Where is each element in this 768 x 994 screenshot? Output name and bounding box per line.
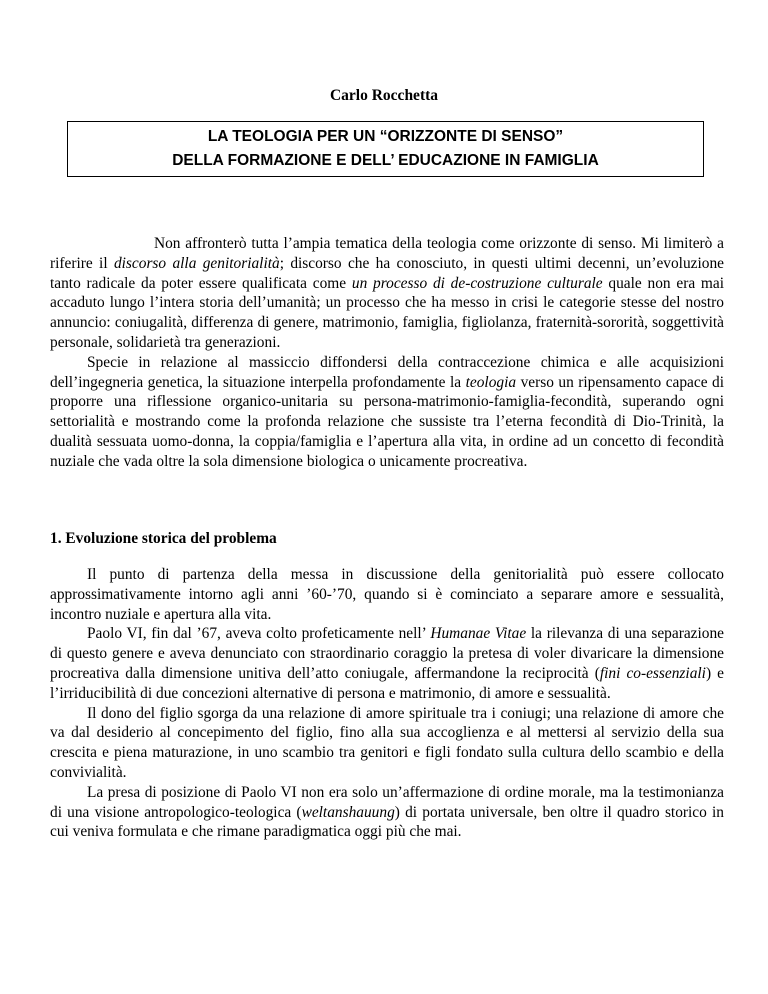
- emphasis: discorso alla genitorialità: [113, 254, 280, 272]
- text-run: Non affronterò tutta l’ampia tematica della teologia come orizzonte di senso. Mi limiterò a riferire il: [50, 235, 724, 272]
- section-paragraph-1: Il punto di partenza della messa in discussione della genitorialità può essere collocato approssimativamente intorno agli anni ’60-’70, quando si è cominciato a separare amore e sessualità, incontro nuziale e apertura alla vita.: [50, 566, 724, 623]
- emphasis: un processo di de-costruzione culturale: [351, 274, 603, 292]
- emphasis: weltanshauung: [301, 803, 395, 821]
- text-run: verso un ripensamento capace di proporre una riflessione organico-unitaria su persona-matrimonio-famiglia-fecondità, superando ogni settorialità e mostrando come la profonda relazione che sussiste tra l’eterna fecondità di Dio-Trinità, la dualità sessuata uomo-donna, la coppia/famiglia e l’apertura alla vita, in ordine ad un concetto di fecondità nuziale che vada oltre la sola dimensione biologica o unicamente procreativa.: [50, 373, 725, 470]
- intro-section: [50, 234, 724, 472]
- text-run: La presa di posizione di Paolo VI non era solo un’affermazione di ordine morale, ma la testimonianza di una visione antropologico-teologica (: [50, 783, 724, 821]
- intro-paragraph-2: [50, 353, 724, 472]
- text-run: Paolo VI, fin dal ’67, aveva colto profeticamente nell’: [87, 625, 431, 643]
- title-line-2: DELLA FORMAZIONE E DELL’ EDUCAZIONE IN FAMIGLIA: [172, 152, 599, 169]
- text-run: quale non era mai accaduto lungo l’intera storia dell’umanità; un processo che ha messo in crisi le categorie stesse del nostro annuncio: coniugalità, differenza di genere, matrimonio, famiglia, figliolanza, fraternità-sororità, soggettività personale, solidarietà tra generazioni.: [50, 274, 724, 351]
- text-run: ; discorso che ha conosciuto, in questi ultimi decenni, un’evoluzione tanto radicale da poter essere qualificata come: [50, 254, 724, 292]
- section-paragraph-3: Il dono del figlio sgorga da una relazione di amore spirituale tra i coniugi; una relazione di amore che va dal desiderio al concepimento del figlio, fino alla sua accoglienza e al mettersi al servizio della sua crescita e piena maturazione, in uno scambio tra genitori e figli fondato sulla cultura dello scambio e della convivialità.: [50, 704, 724, 781]
- section-paragraph-2: [50, 624, 724, 703]
- emphasis: teologia: [465, 373, 517, 391]
- section-heading: 1. Evoluzione storica del problema: [50, 530, 277, 547]
- text-run: Specie in relazione al massiccio diffondersi della contraccezione chimica e alle acquisizioni dell’ingegneria genetica, la situazione interpella profondamente la: [50, 353, 724, 391]
- title-box: [67, 121, 704, 177]
- section-1-body: [50, 565, 724, 842]
- text-run: ) di portata universale, ben oltre il quadro storico in cui veniva formulata e che rimane paradigmatica oggi più che mai.: [50, 803, 724, 841]
- title-line-1: LA TEOLOGIA PER UN “ORIZZONTE DI SENSO”: [207, 128, 564, 145]
- emphasis: fini co-essenziali: [599, 664, 706, 682]
- text-run: la rilevanza di una separazione di questo genere e aveva denunciato con straordinario coraggio la pretesa di voler divaricare la dimensione procreativa dalla dimensione unitiva dell’atto coniugale, affermandone la reciprocità (: [50, 625, 724, 682]
- emphasis: Humanae Vitae: [430, 625, 527, 643]
- text-run: ) e l’irriducibilità di due concezioni alternative di persona e matrimonio, di amore e sessualità.: [50, 664, 725, 702]
- intro-paragraph-1: [50, 234, 724, 353]
- section-paragraph-4: [50, 783, 724, 842]
- author-name: Carlo Rocchetta: [329, 87, 439, 104]
